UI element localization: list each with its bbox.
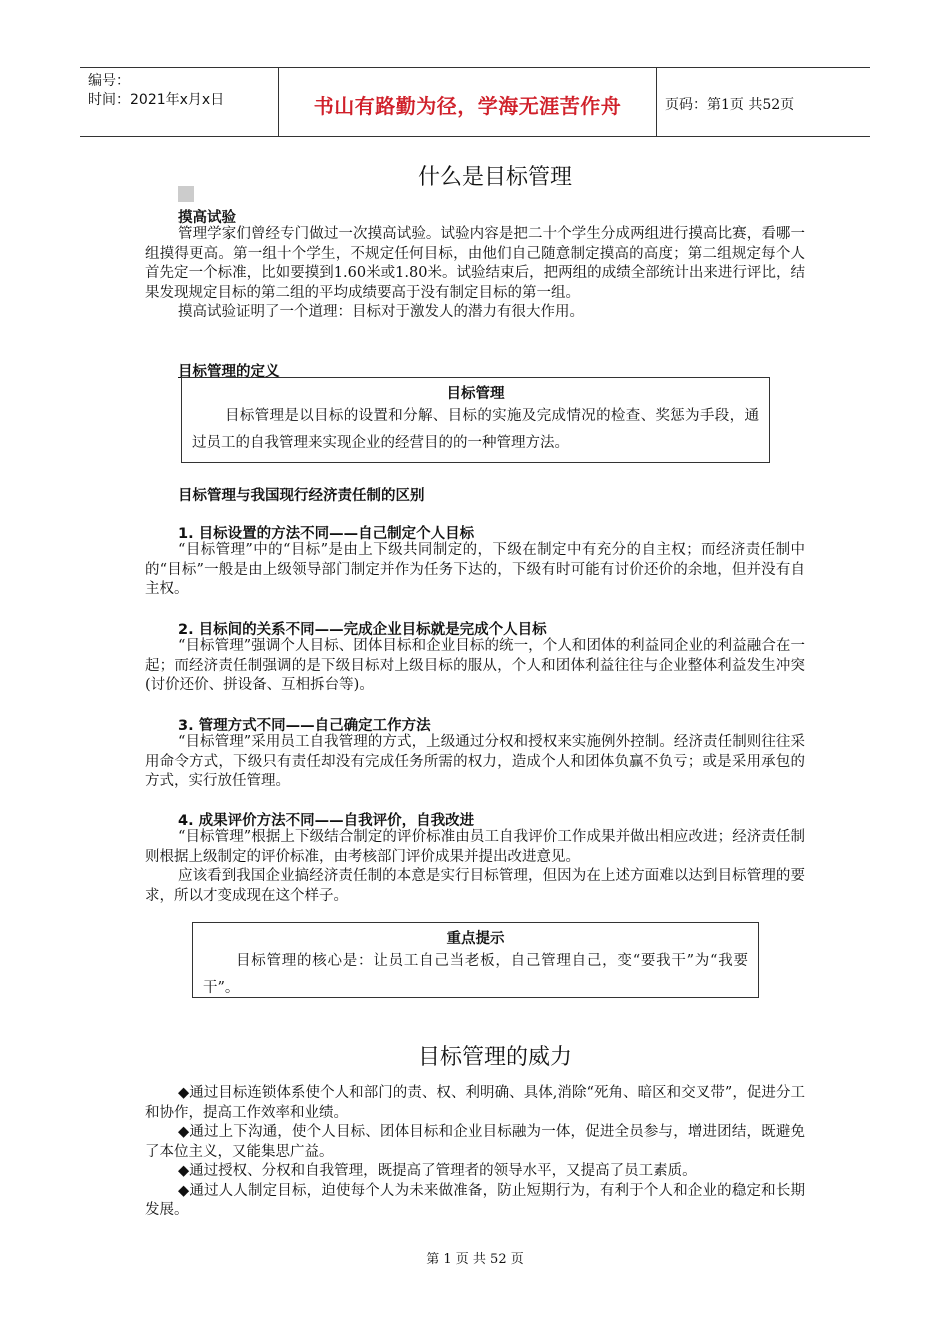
section-heading-definition: 目标管理的定义	[178, 364, 280, 380]
date-label: 时间：2021年x月x日	[88, 92, 225, 108]
header-meta	[88, 72, 224, 110]
diff-item-3-text	[145, 733, 805, 792]
diff-item-1-text	[145, 541, 805, 600]
page-title: 什么是目标管理	[417, 165, 572, 190]
definition-box-body: 目标管理是以目标的设置和分解、目标的实施及完成情况的检查、奖惩为手段，通过员工的自我管理来实现企业的经营目的的一种管理方法。	[192, 408, 759, 451]
diff-item-1-body: “目标管理”中的“目标”是由上下级共同制定的，下级在制定中有充分的自主权；而经济责任制中的“目标”一般是由上级领导部门制定并作为任务下达的，下级有时可能有讨价还价的余地，但并没有自主权。	[145, 542, 805, 597]
header-motto: 书山有路勤为径，学海无涯苦作舟	[313, 94, 622, 118]
diff-item-4-heading: 4. 成果评价方法不同——自我评价，自我改进	[178, 813, 475, 829]
page-footer: 第 1 页 共 52 页	[426, 1252, 524, 1267]
power-item: ◆通过人人制定目标，迫使每个人为未来做准备，防止短期行为，有利于个人和企业的稳定和长期发展。	[145, 1182, 805, 1218]
power-item: ◆通过目标连锁体系使个人和部门的责、权、利明确、具体,消除“死角、暗区和交叉带”，促进分工和协作，提高工作效率和业绩。	[145, 1085, 805, 1121]
section-heading-mogao: 摸高试验	[178, 210, 236, 226]
header-divider	[656, 68, 657, 136]
diff-item-1-heading: 1. 目标设置的方法不同——自己制定个人目标	[178, 526, 475, 542]
tip-box-body: 目标管理的核心是：让员工自己当老板，自己管理自己，变“要我干”为“我要干”。	[203, 953, 748, 996]
page-number-label: 页码：第1页 共52页	[665, 97, 795, 113]
power-item: ◆通过授权、分权和自我管理，既提高了管理者的领导水平，又提高了员工素质。	[178, 1163, 697, 1179]
diff-item-4-body: “目标管理”根据上下级结合制定的评价标准由员工自我评价工作成果并做出相应改进；经济责任制则根据上级制定的评价标准，由考核部门评价成果并提出改进意见。	[145, 829, 805, 865]
power-list	[145, 1084, 805, 1221]
page-header	[80, 67, 870, 137]
definition-box-title: 目标管理	[446, 386, 505, 402]
mogao-paragraph-1: 管理学家们曾经专门做过一次摸高试验。试验内容是把二十个学生分成两组进行摸高比赛，看哪一组摸得更高。第一组十个学生，不规定任何目标，由他们自己随意制定摸高的高度；第二组规定每个人首先定一个标准，比如要摸到1.60米或1.80米。试验结束后，把两组的成绩全部统计出来进行评比，结果发现规定目标的第二组的平均成绩要高于没有制定目标的第一组。	[145, 226, 805, 301]
mogao-text	[145, 225, 805, 323]
diff-item-4-text	[145, 828, 805, 906]
power-item: ◆通过上下沟通，使个人目标、团体目标和企业目标融为一体，促进全员参与，增进团结，既避免了本位主义，又能集思广益。	[145, 1124, 805, 1160]
diff-item-2-body: “目标管理”强调个人目标、团体目标和企业目标的统一，个人和团体的利益同企业的利益融合在一起；而经济责任制强调的是下级目标对上级目标的服从，个人和团体利益往往与企业整体利益发生冲突(讨价还价、拼设备、互相拆台等)。	[145, 638, 805, 693]
header-divider	[278, 68, 279, 136]
diff-item-2-heading: 2. 目标间的关系不同——完成企业目标就是完成个人目标	[178, 622, 547, 638]
gray-marker	[178, 186, 194, 202]
tip-box	[192, 922, 759, 998]
section-heading-diff: 目标管理与我国现行经济责任制的区别	[178, 488, 425, 504]
number-label: 编号：	[88, 73, 130, 89]
section-title-power: 目标管理的威力	[417, 1045, 572, 1070]
diff-item-3-heading: 3. 管理方式不同——自己确定工作方法	[178, 718, 431, 734]
mogao-paragraph-2: 摸高试验证明了一个道理：目标对于激发人的潜力有很大作用。	[178, 304, 584, 320]
diff-item-2-text	[145, 637, 805, 696]
diff-item-3-body: “目标管理”采用员工自我管理的方式，上级通过分权和授权来实施例外控制。经济责任制则往往采用命令方式，下级只有责任却没有完成任务所需的权力，造成个人和团体负赢不负亏；或是采用承包的方式，实行放任管理。	[145, 734, 805, 789]
definition-box	[181, 377, 770, 463]
tip-box-title: 重点提示	[446, 931, 505, 947]
diff-conclusion: 应该看到我国企业搞经济责任制的本意是实行目标管理，但因为在上述方面难以达到目标管理的要求，所以才变成现在这个样子。	[145, 868, 805, 904]
